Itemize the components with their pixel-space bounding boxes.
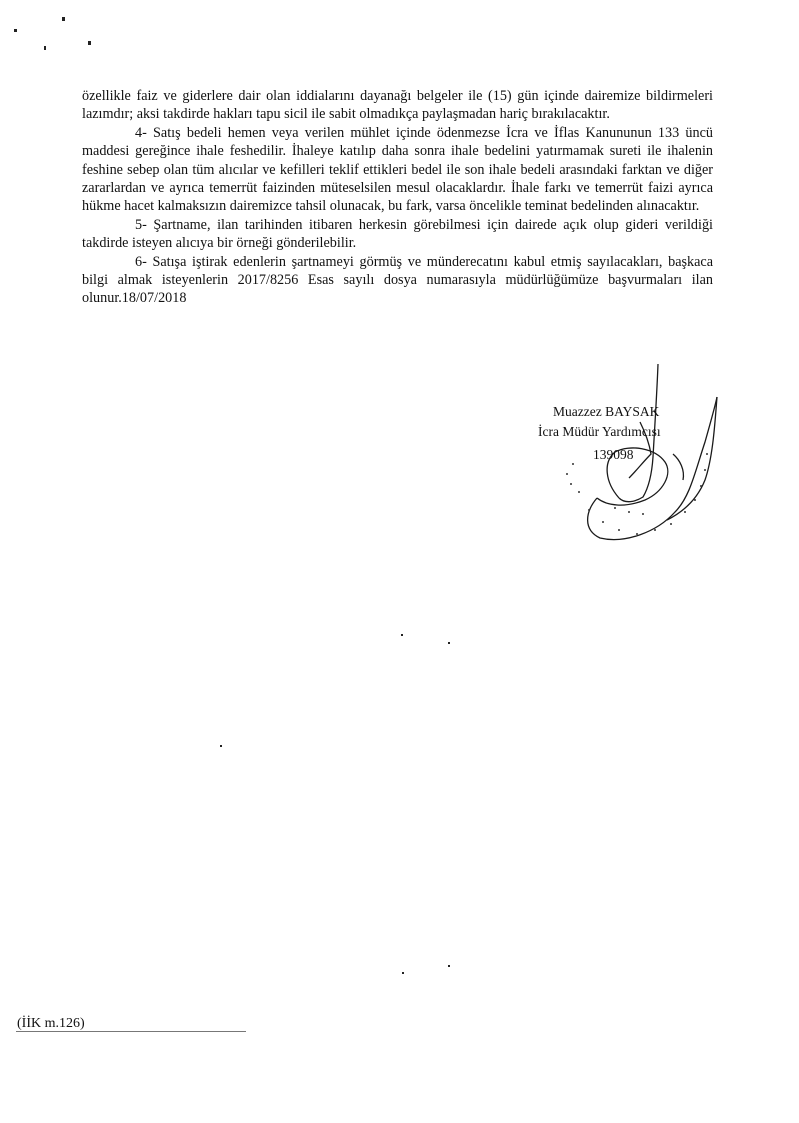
signer-name: Muazzez BAYSAK [553,404,660,419]
scan-speck [44,46,46,50]
signer-title: İcra Müdür Yardımcısı [538,424,661,439]
scan-speck [448,642,450,644]
paragraph-4: 4- Satış bedeli hemen veya verilen mühlet içinde ödenmezse İcra ve İflas Kanununun 133 üncü maddesi gereğince ihale feshedilir. İhaleye katılıp daha sonra ihale bedelini yatırmamak sureti ile ihalenin feshine sebep olan tüm alıcılar ve kefilleri teklif ettikleri bedel ile son ihale bedeli arasındaki farktan ve diğer zararlardan ve ayrıca temerrüt faizinden müteselsilen mesul olacaklardır. İhale farkı ve temerrüt faizi ayrıca hükme hacet kalmaksızın dairemizce tahsil olunacak, bu fark, varsa öncelikle teminat bedelinden alınacaktır. [82,124,713,215]
signature-mark [545,362,735,548]
document-body [82,87,713,308]
scan-speck [62,17,65,21]
scan-speck [402,972,404,974]
legal-reference: (İİK m.126) [17,1016,85,1031]
scan-speck [88,41,91,45]
scan-speck [448,965,450,967]
scan-speck [220,745,222,747]
footer-divider [16,1031,246,1032]
paragraph-continuation: özellikle faiz ve giderlere dair olan iddialarını dayanağı belgeler ile (15) gün içinde dairemize bildirmeleri lazımdır; aksi takdirde hakları tapu sicil ile sabit olmadıkça paylaşmadan hariç bırakılacaktır. [82,88,713,123]
scan-speck [14,29,17,32]
paragraph-5: 5- Şartname, ilan tarihinden itibaren herkesin görebilmesi için dairede açık olup gideri verildiği takdirde isteyen alıcıya bir örneği gönderilebilir. [82,216,713,252]
paragraph-6: 6- Satışa iştirak edenlerin şartnameyi görmüş ve münderecatını kabul etmiş sayılacakları, başkaca bilgi almak isteyenlerin 2017/8256 Esas sayılı dosya numarasıyla müdürlüğümüze başvurmaları ilan olunur.18/07/2018 [82,253,713,307]
scan-speck [401,634,403,636]
signer-number: 139098 [593,447,634,462]
